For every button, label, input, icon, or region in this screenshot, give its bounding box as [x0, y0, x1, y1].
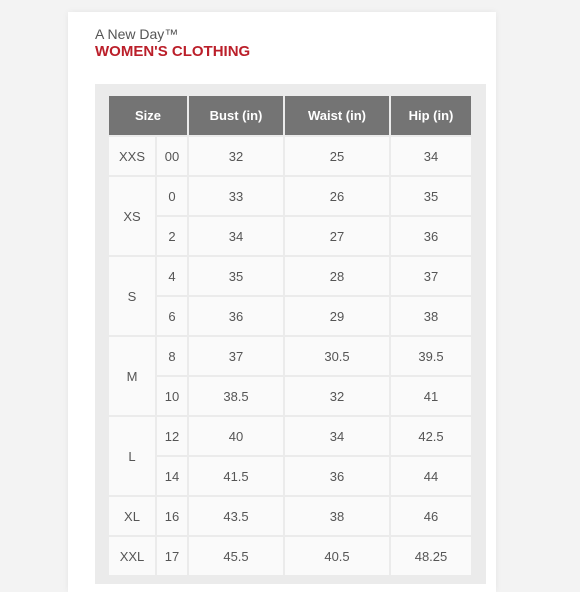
table-row: [109, 457, 471, 495]
column-header-bust: Bust (in): [189, 96, 283, 135]
hip-cell: 35: [391, 177, 471, 215]
table-row: [109, 137, 471, 175]
hip-cell: 39.5: [391, 337, 471, 375]
column-header-size: Size: [109, 96, 187, 135]
size-letter-cell: L: [109, 417, 155, 495]
size-number-cell: 00: [157, 137, 187, 175]
table-row: [109, 297, 471, 335]
waist-cell: 28: [285, 257, 389, 295]
size-number-cell: 4: [157, 257, 187, 295]
bust-cell: 40: [189, 417, 283, 455]
hip-cell: 37: [391, 257, 471, 295]
bust-cell: 38.5: [189, 377, 283, 415]
hip-cell: 34: [391, 137, 471, 175]
waist-cell: 36: [285, 457, 389, 495]
waist-cell: 29: [285, 297, 389, 335]
size-letter-cell: XXL: [109, 537, 155, 575]
table-row: [109, 217, 471, 255]
size-letter-cell: S: [109, 257, 155, 335]
bust-cell: 41.5: [189, 457, 283, 495]
bust-cell: 36: [189, 297, 283, 335]
hip-cell: 38: [391, 297, 471, 335]
bust-cell: 33: [189, 177, 283, 215]
size-number-cell: 2: [157, 217, 187, 255]
size-number-cell: 0: [157, 177, 187, 215]
size-number-cell: 12: [157, 417, 187, 455]
bust-cell: 43.5: [189, 497, 283, 535]
column-header-waist: Waist (in): [285, 96, 389, 135]
size-number-cell: 14: [157, 457, 187, 495]
size-letter-cell: XS: [109, 177, 155, 255]
size-letter-cell: XXS: [109, 137, 155, 175]
waist-cell: 27: [285, 217, 389, 255]
brand-name: A New Day™: [95, 26, 179, 42]
size-letter-cell: XL: [109, 497, 155, 535]
column-header-hip: Hip (in): [391, 96, 471, 135]
waist-cell: 40.5: [285, 537, 389, 575]
waist-cell: 38: [285, 497, 389, 535]
size-number-cell: 16: [157, 497, 187, 535]
bust-cell: 35: [189, 257, 283, 295]
page-title: WOMEN'S CLOTHING: [95, 43, 251, 60]
waist-cell: 34: [285, 417, 389, 455]
waist-cell: 32: [285, 377, 389, 415]
bust-cell: 45.5: [189, 537, 283, 575]
size-number-cell: 17: [157, 537, 187, 575]
size-chart-table: [107, 94, 473, 577]
waist-cell: 26: [285, 177, 389, 215]
table-row: [109, 497, 471, 535]
hip-cell: 41: [391, 377, 471, 415]
waist-cell: 30.5: [285, 337, 389, 375]
size-letter-cell: M: [109, 337, 155, 415]
bust-cell: 37: [189, 337, 283, 375]
size-number-cell: 10: [157, 377, 187, 415]
bust-cell: 32: [189, 137, 283, 175]
table-header-row: [109, 96, 471, 135]
bust-cell: 34: [189, 217, 283, 255]
waist-cell: 25: [285, 137, 389, 175]
table-row: [109, 257, 471, 295]
table-row: [109, 177, 471, 215]
table-row: [109, 377, 471, 415]
table-row: [109, 537, 471, 575]
table-row: [109, 417, 471, 455]
hip-cell: 42.5: [391, 417, 471, 455]
hip-cell: 46: [391, 497, 471, 535]
size-number-cell: 6: [157, 297, 187, 335]
hip-cell: 48.25: [391, 537, 471, 575]
hip-cell: 36: [391, 217, 471, 255]
size-number-cell: 8: [157, 337, 187, 375]
hip-cell: 44: [391, 457, 471, 495]
table-row: [109, 337, 471, 375]
